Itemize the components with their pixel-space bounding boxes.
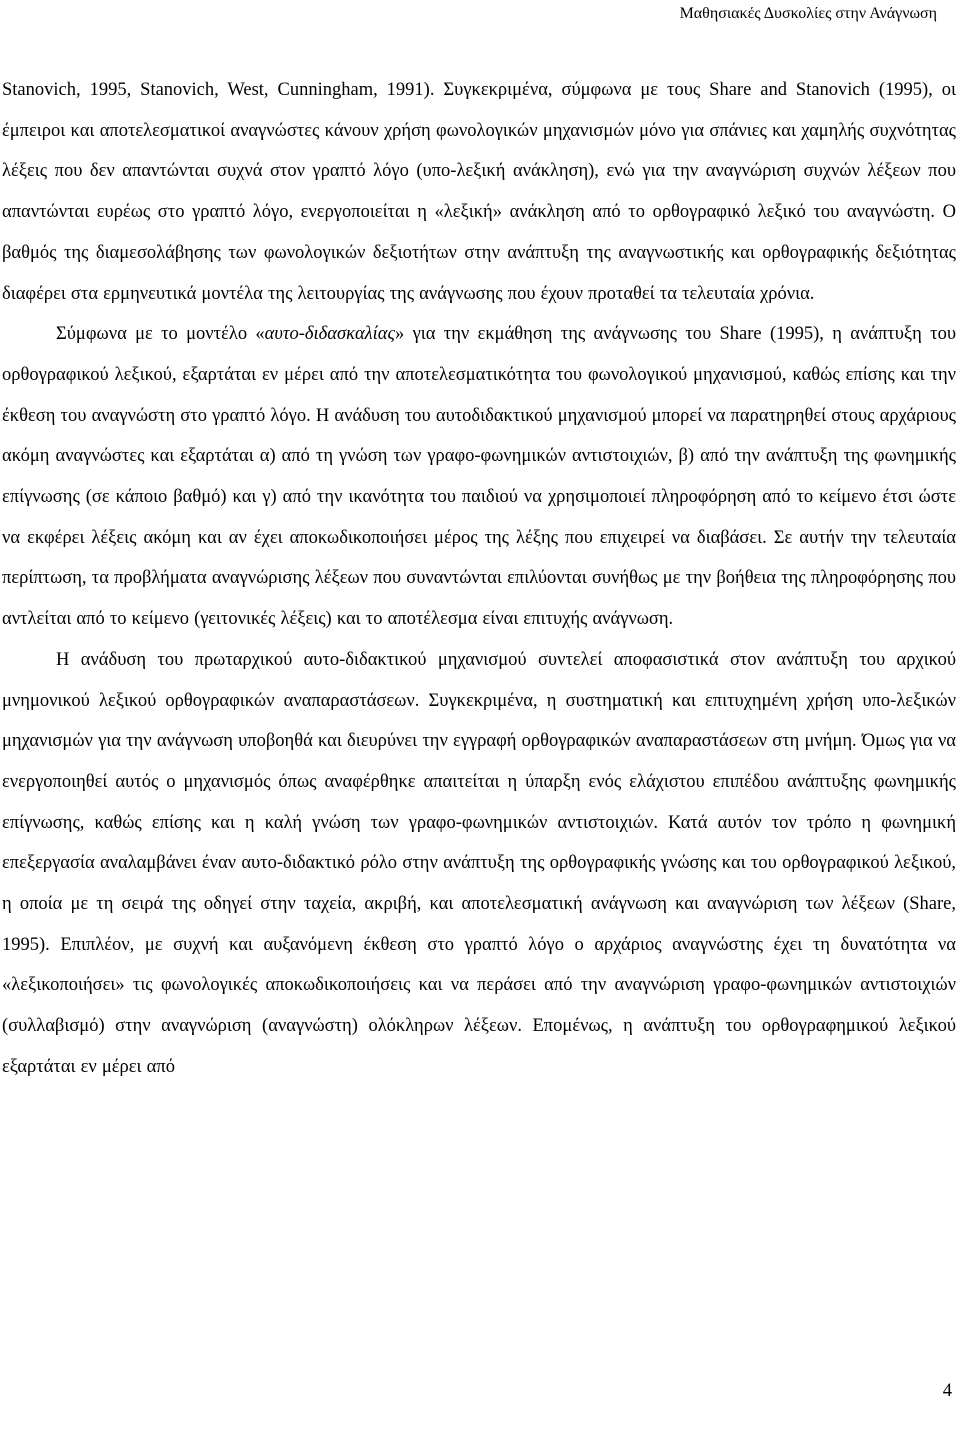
running-header: Μαθησιακές Δυσκολίες στην Ανάγνωση: [679, 5, 937, 22]
paragraph: [2, 640, 956, 1088]
paragraph: [2, 70, 956, 314]
paragraph-text: » για την εκμάθηση της ανάγνωσης του Share (1995), η ανάπτυξη του ορθογραφικού λεξικού, εξαρτάται εν μέρει από την αποτελεσματικότητα του φωνολογικού μηχανισμού, καθώς επίσης και την έκθεση του αναγνώστη στο γραπτό λόγο. Η ανάδυση του αυτοδιδακτικού μηχανισμού μπορεί να παρατηρηθεί στους αρχάριους ακόμη αναγνώστες και εξαρτάται α) από τη γνώση των γραφο-φωνημικών αντιστοιχιών, β) από την ανάπτυξη της φωνημικής επίγνωσης (σε κάποιο βαθμό) και γ) από την ικανότητα του παιδιού να χρησιμοποιεί πληροφόρηση από το κείμενο έτσι ώστε να εκφέρει λέξεις ακόμη και αν έχει αποκωδικοποιήσει μέρος της λέξης που επιχειρεί να διαβάσει. Σε αυτήν την τελευταία περίπτωση, τα προβλήματα αναγνώρισης λέξεων που συναντώνται επιλύονται συνήθως με την βοήθεια της πληροφόρησης που αντλείται από το κείμενο (γειτονικές λέξεις) και το αποτέλεσμα είναι επιτυχής ανάγνωση.: [2, 324, 956, 630]
paragraph-text: Stanovich, 1995, Stanovich, West, Cunningham, 1991). Συγκεκριμένα, σύμφωνα με τους Share and Stanovich (1995), οι έμπειροι και αποτελεσματικοί αναγνώστες κάνουν χρήση φωνολογικών μηχανισμών μόνο για σπάνιες και χαμηλής συχνότητας λέξεις που δεν απαντώνται συχνά στον γραπτό λόγο (υπο-λεξική ανάκληση), ενώ για την αναγνώριση συχνών λέξεων που απαντώνται ευρέως στο γραπτό λόγο, ενεργοποιείται η «λεξική» ανάκληση από το ορθογραφικό λεξικό του αναγνώστη. Ο βαθμός της διαμεσολάβησης των φωνολογικών δεξιοτήτων στην ανάπτυξη της αναγνωστικής και ορθογραφικής δεξιότητας διαφέρει στα ερμηνευτικά μοντέλα της λειτουργίας της ανάγνωσης που έχουν προταθεί τα τελευταία χρόνια.: [2, 80, 956, 304]
paragraph-text: Σύμφωνα με το μοντέλο «: [56, 324, 265, 345]
emphasized-term: αυτο-διδασκαλίας: [264, 324, 396, 345]
page-body: [2, 70, 956, 1088]
paragraph: [2, 314, 956, 640]
paragraph-text: Η ανάδυση του πρωταρχικού αυτο-διδακτικού μηχανισμού συντελεί αποφασιστικά στον ανάπτυξη του αρχικού μνημονικού λεξικού ορθογραφικών αναπαραστάσεων. Συγκεκριμένα, η συστηματική και επιτυχημένη χρήση υπο-λεξικών μηχανισμών για την ανάγνωση υποβοηθά και διευρύνει την εγγραφή ορθογραφικών αναπαραστάσεων στη μνήμη. Όμως για να ενεργοποιηθεί αυτός ο μηχανισμός όπως αναφέρθηκε απαιτείται η ύπαρξη ενός ελάχιστου επιπέδου ανάπτυξης φωνημικής επίγνωσης, καθώς επίσης και η καλή γνώση των γραφο-φωνημικών αντιστοιχιών. Κατά αυτόν τον τρόπο η φωνημική επεξεργασία αναλαμβάνει έναν αυτο-διδακτικό ρόλο στην ανάπτυξη της ορθογραφικής γνώσης και του ορθογραφικού λεξικού, η οποία με τη σειρά της οδηγεί στην ταχεία, ακριβή, και αποτελεσματική ανάγνωση και αναγνώριση των λέξεων (Share, 1995). Επιπλέον, με συχνή και αυξανόμενη έκθεση στο γραπτό λόγο ο αρχάριος αναγνώστης έχει τη δυνατότητα να «λεξικοποιήσει» τις φωνολογικές αποκωδικοποιήσεις και να περάσει από την αναγνώριση γραφο-φωνημικών αντιστοιχιών (συλλαβισμό) στην αναγνώριση (αναγνώστη) ολόκληρων λέξεων. Επομένως, η ανάπτυξη του ορθογραφημικού λεξικού εξαρτάται εν μέρει από: [2, 649, 956, 1077]
page-number: 4: [942, 1381, 952, 1401]
